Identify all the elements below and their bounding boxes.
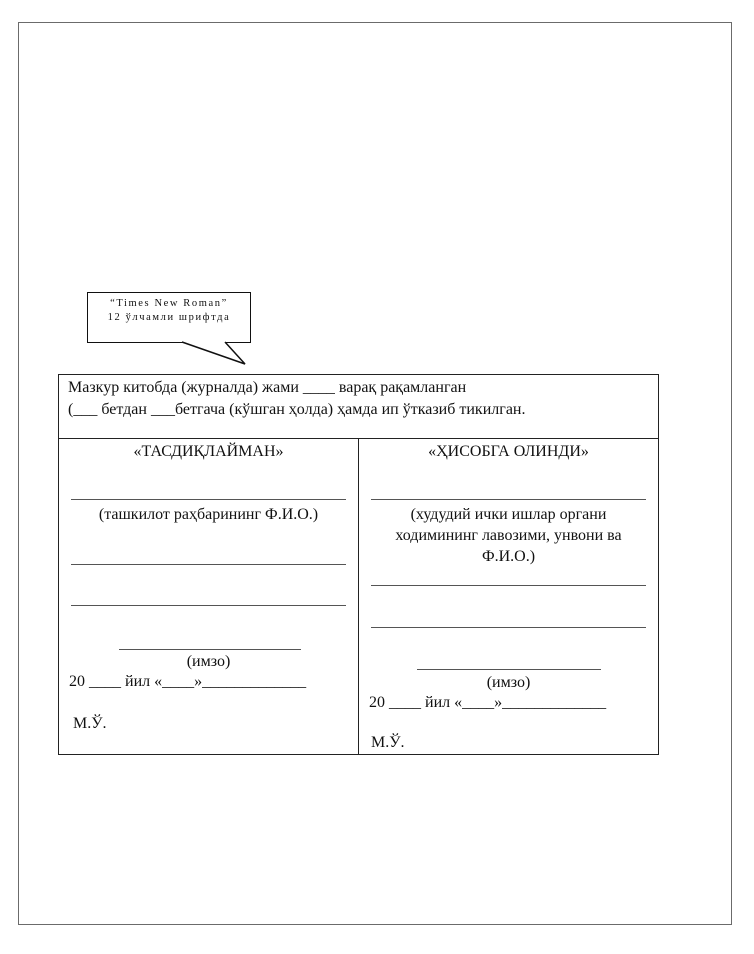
font-note-callout bbox=[87, 292, 251, 343]
stamp-label: М.Ў. bbox=[371, 734, 405, 751]
callout-tail-shape bbox=[182, 342, 245, 364]
blank-line-2 bbox=[371, 627, 646, 628]
registered-heading: «ҲИСОБГА ОЛИНДИ» bbox=[428, 443, 589, 460]
manager-name-caption: (ташкилот раҳбарининг Ф.И.О.) bbox=[98, 506, 319, 523]
signature-line bbox=[119, 649, 301, 650]
officer-caption-line-3: Ф.И.О.) bbox=[481, 548, 536, 565]
stamp-label: М.Ў. bbox=[73, 715, 107, 732]
blank-line-1 bbox=[371, 585, 646, 586]
signature-caption: (имзо) bbox=[486, 674, 531, 691]
officer-caption-line-2: ходимининг лавозими, унвони ва bbox=[395, 527, 622, 544]
signature-caption: (имзо) bbox=[186, 653, 231, 670]
officer-caption-line-1: (худудий ички ишлар органи bbox=[410, 506, 607, 523]
intro-section bbox=[59, 375, 658, 439]
date-line: 20 ____ йил «____»_____________ bbox=[69, 673, 307, 690]
intro-line-2: (___ бетдан ___бетгача (кўшган ҳолда) ҳамда ип ўтказиб тикилган. bbox=[68, 401, 526, 418]
intro-line-1: Мазкур китобда (журналда) жами ____ варақ рақамланган bbox=[68, 379, 467, 396]
signature-line bbox=[417, 669, 601, 670]
officer-name-line bbox=[371, 499, 646, 500]
callout-tail bbox=[180, 341, 250, 367]
blank-line-1 bbox=[71, 564, 346, 565]
callout-line-2: 12 ўлчамли шрифтда bbox=[107, 312, 231, 323]
blank-line-2 bbox=[71, 605, 346, 606]
approved-heading: «ТАСДИҚЛАЙМАН» bbox=[133, 443, 284, 460]
approved-column bbox=[59, 439, 359, 755]
date-line: 20 ____ йил «____»_____________ bbox=[369, 694, 607, 711]
registered-column bbox=[359, 439, 658, 755]
binding-certificate-form bbox=[58, 374, 659, 755]
callout-line-1: “Times New Roman” bbox=[110, 298, 228, 309]
manager-name-line bbox=[71, 499, 346, 500]
